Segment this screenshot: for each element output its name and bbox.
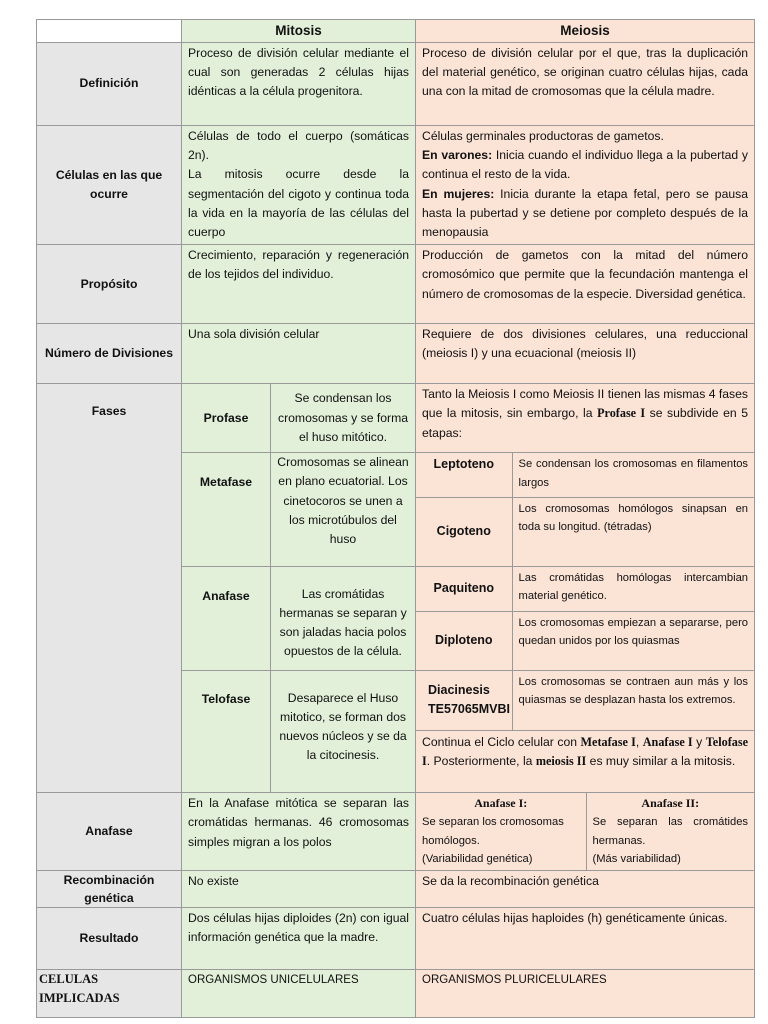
phase-name-profase: Profase (182, 384, 271, 453)
label-celulas: Células en las que ocurre (37, 126, 182, 245)
celulas-meiosis-mujeres: En mujeres: Inicia durante la etapa fetal, pero se pausa hasta la pubertad y se detiene por completo después de la menopausia (422, 186, 749, 240)
proposito-mitosis: Crecimiento, reparación y regeneración de los tejidos del individuo. (188, 248, 410, 282)
proposito-meiosis: Producción de gametos con la mitad del número cromosómico que permite que la fecundación mantenga el número de cromosomas de la especie. Diversidad genética. (422, 248, 749, 301)
celulas-meiosis (416, 126, 754, 244)
resultado-mitosis: Dos células hijas diploides (2n) con igual información genética que la madre. (188, 911, 410, 945)
substage-row (416, 497, 754, 566)
anafase-i-text2: (Variabilidad genética) (422, 853, 533, 866)
celulas-meiosis-varones: En varones: Inicia cuando el individuo llega a la pubertad y continua el resto de la vida. (422, 148, 749, 182)
phase-name-anafase: Anafase (182, 566, 271, 670)
fases-meiosis-outro: Continua el Ciclo celular con Metafase I, Anafase I y Telofase I. Posteriormente, la meiosis II es muy similar a la mitosis. (422, 734, 748, 768)
label-fases: Fases (37, 384, 182, 793)
phase-name-metafase: Metafase (182, 453, 271, 566)
row-resultado (37, 908, 755, 970)
substage-row (416, 670, 754, 730)
label-resultado: Resultado (37, 908, 182, 970)
header-meiosis: Meiosis (416, 20, 755, 43)
row-recombinacion (37, 871, 755, 908)
anafase-ii-text2: (Más variabilidad) (592, 853, 681, 866)
label-recombinacion: Recombinación genética (37, 871, 182, 908)
celulas-mitosis-line1: Células de todo el cuerpo (somáticas 2n). (188, 129, 410, 163)
label-divisiones: Número de Divisiones (37, 324, 182, 384)
recombinacion-mitosis: No existe (188, 874, 239, 889)
substage-name-paquiteno: Paquiteno (416, 566, 512, 611)
header-blank-cell (37, 20, 182, 43)
substage-desc-diploteno: Los cromosomas empiezan a separarse, pero quedan unidos por los quiasmas (518, 616, 749, 648)
substage-name-diploteno: Diploteno (416, 611, 512, 670)
row-definicion (37, 43, 755, 126)
anafase-i-title: Anafase I: (474, 796, 528, 811)
divisiones-meiosis: Requiere de dos divisiones celulares, una reduccional (meiosis I) y una ecuacional (meiosis II) (422, 327, 749, 361)
phase-desc-profase: Se condensan los cromosomas y se forma el huso mitótico. (277, 391, 409, 444)
header-mitosis: Mitosis (182, 20, 416, 43)
label-implicadas: CELULAS IMPLICADAS (37, 970, 182, 1018)
substage-desc-leptoteno: Se condensan los cromosomas en filamentos largos (518, 458, 749, 489)
row-fases-1 (37, 384, 755, 453)
meiosis-substages-table (416, 453, 754, 792)
comparison-table (36, 19, 755, 1018)
substage-code: TE57065MVBI (428, 702, 510, 717)
celulas-meiosis-line1: Células germinales productoras de gametos. (422, 129, 664, 143)
phase-desc-metafase: Cromosomas se alinean en plano ecuatorial. Los cinetocoros se unen a los microtúbulos del huso (277, 455, 409, 547)
anafase-meiosis-table (416, 793, 754, 870)
implicadas-meiosis: ORGANISMOS PLURICELULARES (422, 974, 607, 987)
fases-meiosis-intro: Tanto la Meiosis I como Meiosis II tienen las mismas 4 fases que la mitosis, sin embargo, la Profase I se subdivide en 5 etapas: (422, 387, 749, 440)
substage-name-leptoteno: Leptoteno (416, 453, 512, 497)
celulas-mitosis (182, 126, 415, 244)
divisiones-mitosis: Una sola división celular (188, 327, 320, 342)
definicion-meiosis: Proceso de división celular por el que, tras la duplicación del material genético, se originan cuatro células hijas, cada una con la mitad de cromosomas que la célula madre. (422, 46, 749, 99)
row-proposito (37, 245, 755, 324)
row-implicadas (37, 970, 755, 1018)
substage-desc-cigoteno: Los cromosomas homólogos sinapsan en toda su longitud. (tétradas) (518, 502, 749, 534)
recombinacion-meiosis: Se da la recombinación genética (422, 874, 599, 889)
substage-desc-paquiteno: Las cromátidas homólogas intercambian material genético. (518, 571, 749, 603)
substage-row (416, 453, 754, 497)
row-celulas (37, 126, 755, 245)
row-divisiones (37, 324, 755, 384)
phase-name-telofase: Telofase (182, 670, 271, 792)
label-definicion: Definición (37, 43, 182, 126)
definicion-mitosis: Proceso de división celular mediante el cual son generadas 2 células hijas idénticas a la célula progenitora. (188, 46, 410, 99)
anafase-ii-text1: Se separan las cromátides hermanas. (592, 816, 749, 847)
substage-row (416, 611, 754, 670)
anafase-i-text1: Se separan los cromosomas homólogos. (422, 816, 564, 847)
substage-desc-diacinesis: Los cromosomas se contraen aun más y los quiasmas se desplazan hasta los extremos. (518, 675, 749, 707)
substage-name-diacinesis: Diacinesis TE57065MVBI (416, 670, 512, 730)
anafase-i-cell (416, 793, 586, 870)
label-anafase: Anafase (37, 793, 182, 871)
phase-desc-anafase: Las cromátidas hermanas se separan y son jaladas hacia polos opuestos de la célula. (279, 586, 407, 659)
resultado-meiosis: Cuatro células hijas haploides (h) genéticamente únicas. (422, 911, 728, 926)
anafase-ii-cell (586, 793, 754, 870)
label-proposito: Propósito (37, 245, 182, 324)
anafase-ii-title: Anafase II: (641, 796, 700, 811)
header-row (37, 20, 755, 43)
implicadas-mitosis: ORGANISMOS UNICELULARES (188, 974, 359, 987)
phase-desc-telofase: Desaparece el Huso mitotico, se forman dos nuevos núcleos y se da la citocinesis. (279, 690, 407, 763)
anafase-mitosis: En la Anafase mitótica se separan las cromátidas hermanas. 46 cromosomas simples migran a los polos (188, 796, 410, 849)
substage-name-cigoteno: Cigoteno (416, 497, 512, 566)
celulas-mitosis-line2: La mitosis ocurre desde la segmentación del cigoto y continua toda la vida en la mayoría de las células del cuerpo (188, 167, 410, 240)
row-anafase (37, 793, 755, 871)
meiosis-outro-row (416, 730, 754, 792)
substage-row (416, 566, 754, 611)
